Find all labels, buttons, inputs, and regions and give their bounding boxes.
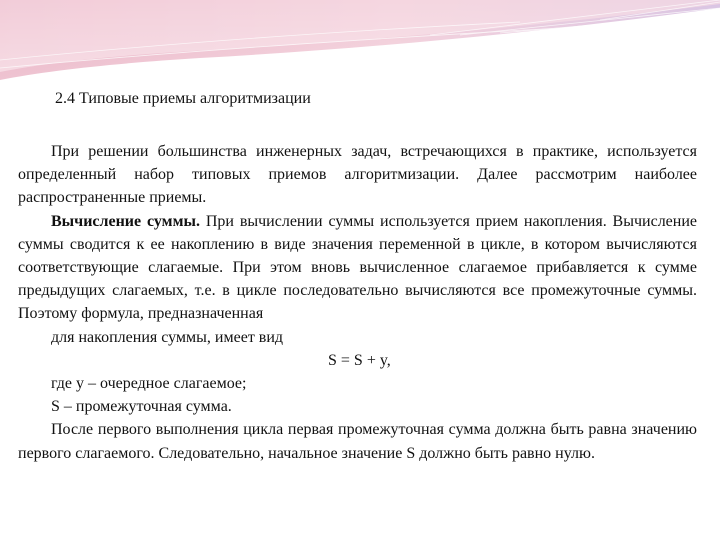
- where-line: где y – очередное слагаемое;: [51, 375, 247, 393]
- sum-paragraph: [18, 210, 697, 326]
- decorative-banner: [0, 0, 720, 90]
- section-title: 2.4 Типовые приемы алгоритмизации: [55, 90, 311, 107]
- intro-paragraph: При решении большинства инженерных задач, встречающихся в практике, используется определенный набор типовых приемов алгоритмизации. Далее рассмотрим наиболее распространенные приемы.: [18, 143, 697, 207]
- body-text: [18, 140, 697, 465]
- partial-sum-line: S – промежуточная сумма.: [51, 398, 232, 416]
- sum-heading: Вычисление суммы.: [51, 212, 200, 230]
- sum-text: При вычислении суммы используется прием накопления. Вычисление суммы сводится к ее накоплению в виде значения переменной в цикле, в котором вычисляются соответствующие слагаемые. При этом вновь вычисленное слагаемое прибавляется к сумме предыдущих слагаемых, т.е. в цикле последовательно вычисляются все промежуточные суммы. Поэтому формула, предназначенная: [18, 212, 697, 323]
- sum-formula: S = S + y,: [328, 351, 391, 369]
- conclusion-paragraph: После первого выполнения цикла первая промежуточная сумма должна быть равна значению первого слагаемого. Следовательно, начальное значение S должно быть равно нулю.: [18, 421, 697, 462]
- accumulation-line: для накопления суммы, имеет вид: [51, 328, 284, 346]
